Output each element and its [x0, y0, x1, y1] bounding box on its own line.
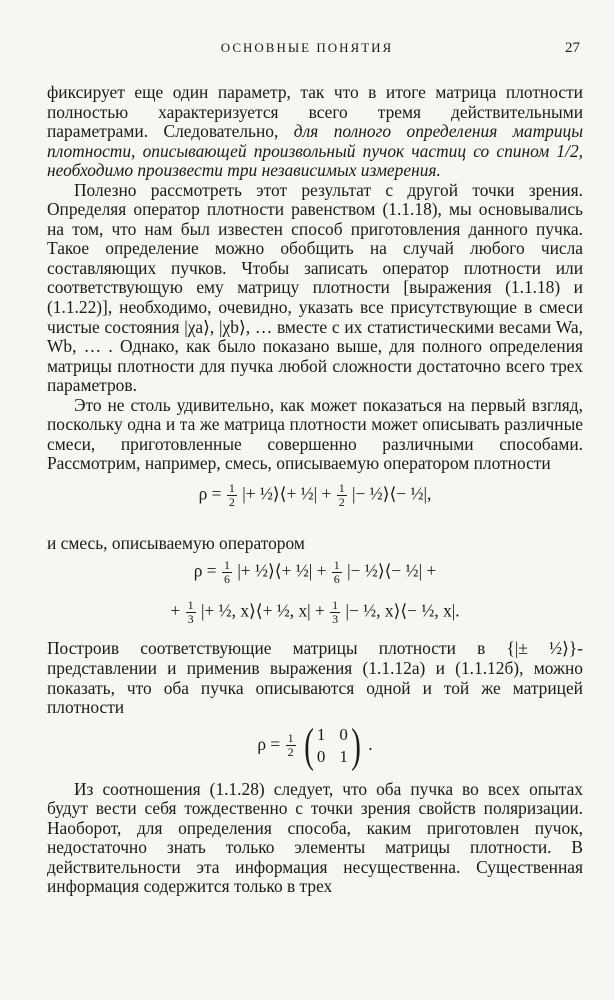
running-head: ОСНОВНЫЕ ПОНЯТИЯ — [220, 40, 394, 55]
paragraph-1-italic-conclusion: для полного определения матрицы плотности, описывающей произвольный пучок частиц со спином 1/2, необходимо произвести три независимых измерения. — [47, 121, 583, 181]
equation-1-coef-1: $\frac{1}{2}$ — [228, 480, 235, 509]
equation-4-coef: $\frac{1}{2}$ — [287, 731, 294, 760]
matrix-cell-21: 0 — [316, 746, 326, 766]
matrix-cell-22: 1 — [339, 746, 348, 766]
equation-2-lhs: ρ = — [193, 560, 217, 581]
equation-1-plus: + — [321, 483, 332, 504]
equation-2-coef-2: $\frac{1}{6}$ — [333, 558, 340, 587]
equation-4-lhs: ρ = — [257, 733, 281, 754]
paragraph-1-text: фиксирует еще один параметр, так что в итоге матрица плотности полностью характеризуется всего тремя действительными параметрами. Следовательно, — [47, 82, 583, 142]
paragraph-6: Из соотношения (1.1.28) следует, что оба пучка во всех опытах будут вести себя тождественно с точки зрения свойств поляризации. Наоборот, для определения способа, каким приготовлен пучок, недостаточно знать только элементы матрицы плотности. В действительности эта информация несущественна. Существенная информация содержится только в трех — [47, 778, 583, 897]
equation-2-coef-1: $\frac{1}{6}$ — [223, 558, 230, 587]
matrix-left-paren: ( — [304, 718, 314, 772]
matrix-right-paren: ) — [351, 718, 361, 772]
paragraph-1 — [47, 83, 583, 181]
equation-2 — [47, 553, 583, 593]
equation-3-coef-1: $\frac{1}{3}$ — [187, 598, 194, 627]
paragraph-4: и смесь, описываемую оператором — [47, 532, 305, 553]
equation-1 — [47, 474, 583, 534]
paragraph-3: Это не столь удивительно, как может показаться на первый взгляд, поскольку одна и та же матрица плотности может описывать различные смеси, приготовленные совершенно различными способами. Рассмотрим, например, смесь, описываемую оператором плотности — [47, 394, 583, 474]
equation-3-term-2: |− ½, x⟩⟨− ½, x|. — [345, 600, 460, 621]
equation-4-end: . — [368, 733, 373, 754]
matrix-cell-11: 1 — [316, 724, 326, 744]
equation-3-lead: + — [170, 600, 181, 621]
matrix-cell-12: 0 — [339, 724, 348, 744]
equation-2-term-1: |+ ½⟩⟨+ ½| + — [237, 560, 327, 581]
paragraph-5: Построив соответствующие матрицы плотности в {|± ½⟩}-представлении и применив выражения (1.1.12а) и (1.1.12б), можно показать, что оба пучка описываются одной и той же матрицей плотности — [47, 638, 583, 718]
equation-3-term-1: |+ ½, x⟩⟨+ ½, x| + — [200, 600, 325, 621]
page-header — [0, 38, 614, 62]
equation-1-term-1: |+ ½⟩⟨+ ½| — [242, 483, 318, 504]
equation-1-coef-2: $\frac{1}{2}$ — [338, 480, 345, 509]
equation-3-coef-2: $\frac{1}{3}$ — [332, 598, 339, 627]
equation-3 — [47, 593, 583, 639]
body-text — [47, 83, 583, 897]
matrix-grid — [317, 724, 348, 768]
equation-2-term-2: |− ½⟩⟨− ½| + — [347, 560, 437, 581]
density-matrix — [301, 718, 364, 772]
equation-1-term-2: |− ½⟩⟨− ½|, — [352, 483, 432, 504]
equation-1-lhs: ρ = — [198, 483, 222, 504]
paragraph-2: Полезно рассмотреть этот результат с другой точки зрения. Определяя оператор плотности равенством (1.1.18), мы основывались на том, что нам был известен способ приготовления данного пучка. Такое определение можно обобщить на случай любого числа составляющих пучков. Чтобы записать оператор плотности или соответствующую ему матрицу плотности [выражения (1.1.18) и (1.1.22)], необходимо, очевидно, указать все присутствующие в смеси чистые состояния |χa⟩, |χb⟩, … вместе с их статистическими весами Wa, Wb, … . Однако, как было показано выше, для полного определения матрицы плотности для пучка любой сложности достаточно всего трех параметров. — [47, 179, 583, 396]
equation-4 — [47, 718, 583, 780]
page-number: 27 — [565, 40, 580, 56]
